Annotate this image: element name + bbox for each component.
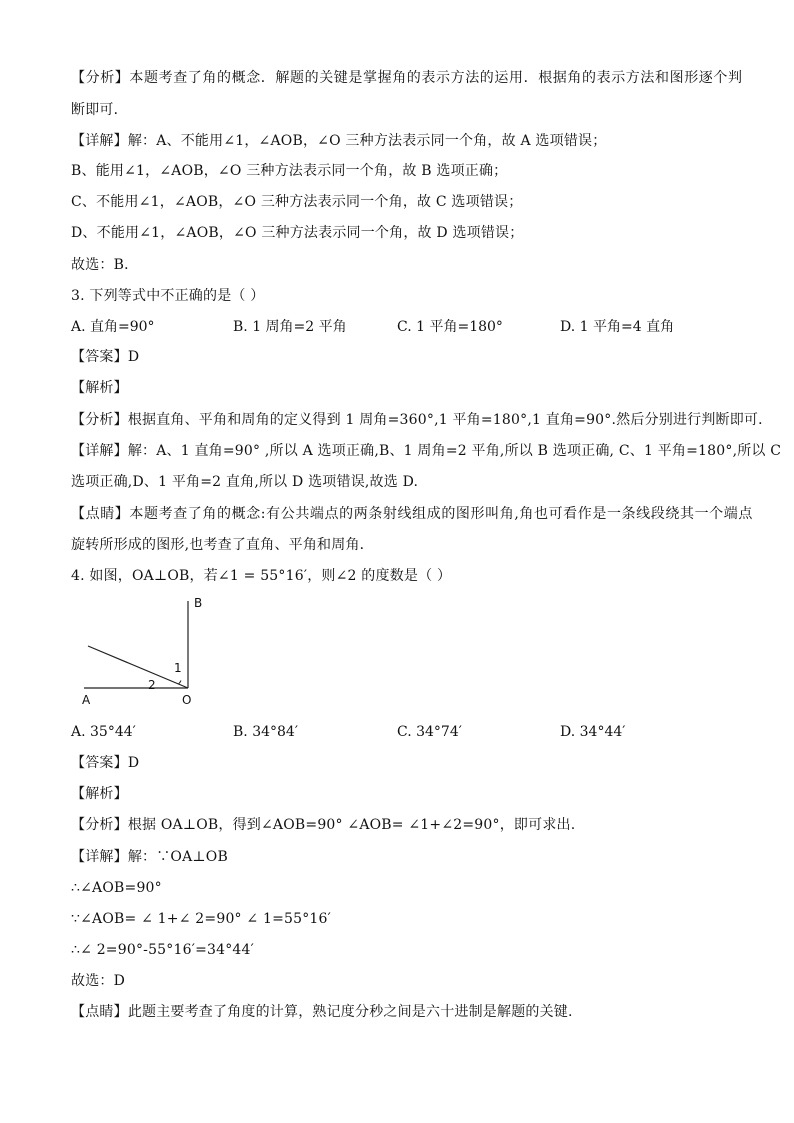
label-angle-1: 1 <box>174 661 182 675</box>
prev-analysis-line-1: 【分析】本题考查了角的概念．解题的关键是掌握角的表示方法的运用．根据角的表示方法和图形逐个判 <box>71 70 743 86</box>
answer-tag: 【答案】 <box>71 349 128 365</box>
q4-option-b: B. 34°84′ <box>233 724 298 740</box>
prev-detail-line-d: D、不能用∠1，∠AOB，∠O 三种方法表示同一个角，故 D 选项错误； <box>71 225 524 241</box>
q3-analysis: 【分析】根据直角、平角和周角的定义得到 1 周角=360°,1 平角=180°,1 直角=90°.然后分别进行判断即可． <box>71 412 773 428</box>
q4-explain-tag: 【解析】 <box>71 786 128 802</box>
q3-option-d: D. 1 平角=4 直角 <box>560 319 675 335</box>
ray-oc <box>88 646 188 688</box>
analysis-tag: 【分析】 <box>71 70 130 86</box>
q4-option-d: D. 34°44′ <box>560 724 626 740</box>
q3-explain-tag: 【解析】 <box>71 380 128 396</box>
detail-tag: 【详解】 <box>71 133 128 149</box>
q3-option-a: A. 直角=90° <box>71 319 155 335</box>
q3-option-c: C. 1 平角=180° <box>397 319 503 335</box>
analysis-tag: 【分析】 <box>71 817 128 833</box>
q4-detail-line-1: 【详解】解：∵OA⊥OB <box>71 849 228 865</box>
label-a: A <box>82 693 91 707</box>
q3-comment-line-1: 【点睛】本题考查了角的概念:有公共端点的两条射线组成的图形叫角,角也可看作是一条线段绕其一个端点 <box>71 506 753 522</box>
q3-comment-line-2: 旋转所形成的图形,也考查了直角、平角和周角． <box>71 537 374 553</box>
prev-detail-line-1: 【详解】解：A、不能用∠1，∠AOB，∠O 三种方法表示同一个角，故 A 选项错误； <box>71 133 607 149</box>
analysis-tag: 【分析】 <box>71 412 128 428</box>
prev-detail-line-c: C、不能用∠1，∠AOB，∠O 三种方法表示同一个角，故 C 选项错误； <box>71 194 523 210</box>
q4-option-c: C. 34°74′ <box>397 724 462 740</box>
q4-step-2: ∵∠AOB= ∠ 1+∠ 2=90° ∠ 1=55°16′ <box>71 911 332 927</box>
label-b: B <box>194 596 203 610</box>
q4-answer: 【答案】D <box>71 755 140 771</box>
angle-arc <box>179 681 182 685</box>
q3-detail-line-2: 选项正确,D、1 平角=2 直角,所以 D 选项错误,故选 D. <box>71 474 419 490</box>
prev-choice: 故选：B． <box>71 257 139 273</box>
q3-detail-line-1: 【详解】解：A、1 直角=90° ,所以 A 选项正确,B、1 周角=2 平角,所以 B 选项正确, C、1 平角=180°,所以 C <box>71 443 782 459</box>
comment-tag: 【点睛】 <box>71 506 130 522</box>
angle-figure <box>78 594 208 710</box>
q3-stem: 3. 下列等式中不正确的是（ ） <box>71 288 265 304</box>
q4-analysis: 【分析】根据 OA⊥OB，得到∠AOB=90° ∠AOB= ∠1+∠2=90°，即可求出. <box>71 817 576 833</box>
q4-comment: 【点睛】此题主要考查了角度的计算，熟记度分秒之间是六十进制是解题的关键. <box>71 1004 573 1020</box>
q4-choice: 故选：D <box>71 973 126 989</box>
q4-option-a: A. 35°44′ <box>71 724 136 740</box>
detail-tag: 【详解】 <box>71 443 128 459</box>
q4-step-3: ∴∠ 2=90°-55°16′=34°44′ <box>71 942 255 958</box>
q3-option-b: B. 1 周角=2 平角 <box>233 319 347 335</box>
label-angle-2: 2 <box>148 678 156 692</box>
prev-analysis-line-2: 断即可． <box>71 102 128 118</box>
q4-step-1: ∴∠AOB=90° <box>71 880 162 896</box>
comment-tag: 【点睛】 <box>71 1004 128 1020</box>
q4-stem: 4. 如图，OA⊥OB，若∠1 = 55°16′，则∠2 的度数是（ ） <box>71 568 452 584</box>
detail-tag: 【详解】 <box>71 849 128 865</box>
prev-detail-line-b: B、能用∠1，∠AOB，∠O 三种方法表示同一个角，故 B 选项正确； <box>71 163 508 179</box>
answer-tag: 【答案】 <box>71 755 128 771</box>
q3-answer: 【答案】D <box>71 349 140 365</box>
label-o: O <box>182 693 192 707</box>
